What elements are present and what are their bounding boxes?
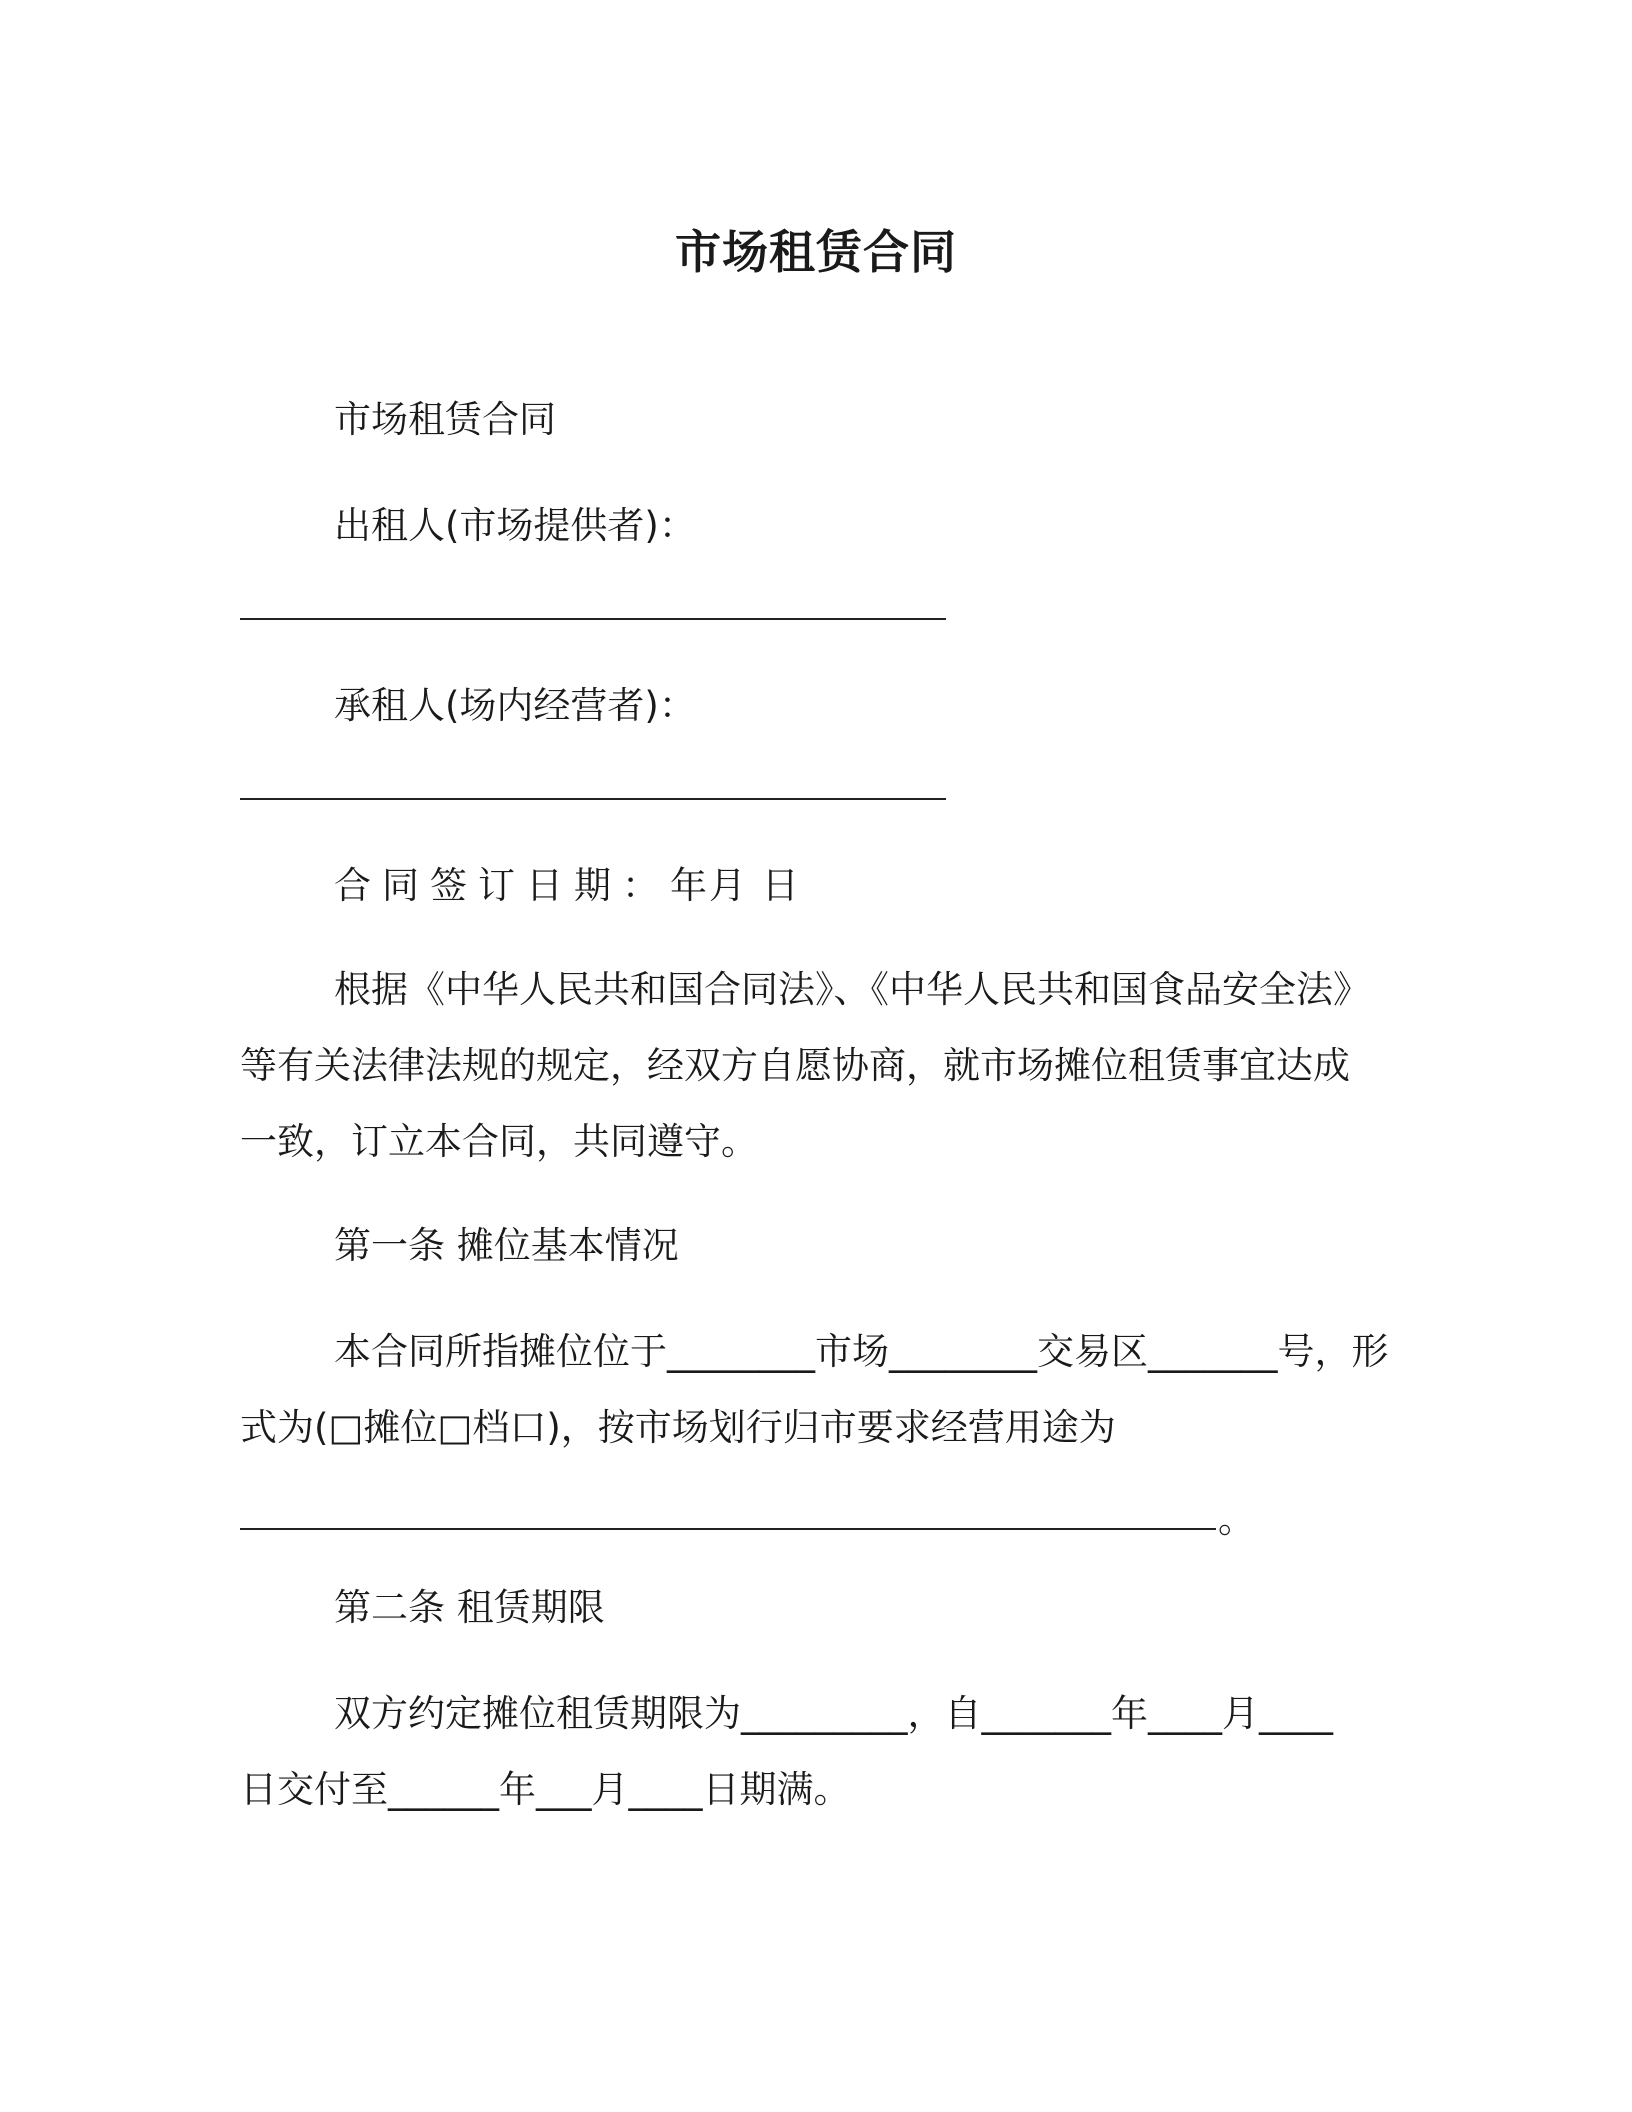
intro-line-1: 根据《中华人民共和国合同法》、《中华人民共和国食品安全法》 — [334, 968, 1370, 1011]
lessee-label: 承租人(场内经营者)： — [334, 684, 696, 727]
article1-line-1: 本合同所指摊位位于________市场________交易区_______号，形 — [334, 1330, 1389, 1373]
sign-date-line — [334, 862, 801, 910]
article1-line-2: 式为(□摊位□档口)，按市场划行归市要求经营用途为 — [240, 1406, 1116, 1449]
intro-line-3: 一致，订立本合同，共同遵守。 — [240, 1120, 758, 1163]
sign-date-value: 年月 日 — [670, 864, 801, 907]
document-title: 市场租赁合同 — [675, 225, 957, 279]
lessor-blank-line — [240, 618, 946, 620]
subtitle: 市场租赁合同 — [334, 398, 556, 441]
article2-line-2: 日交付至______年___月____日期满。 — [240, 1768, 851, 1811]
sign-date-label: 合同签订日期： — [334, 864, 670, 907]
intro-line-2: 等有关法律法规的规定，经双方自愿协商，就市场摊位租赁事宜达成 — [240, 1044, 1350, 1087]
usage-blank-line — [240, 1528, 1216, 1530]
article2-heading: 第二条 租赁期限 — [334, 1586, 605, 1629]
article1-heading: 第一条 摊位基本情况 — [334, 1224, 679, 1267]
lessor-label: 出租人(市场提供者)： — [334, 504, 696, 547]
lessee-blank-line — [240, 798, 946, 800]
usage-line-end: 。 — [1218, 1498, 1255, 1541]
article2-line-1: 双方约定摊位租赁期限为_________，自_______年____月____ — [334, 1692, 1333, 1735]
